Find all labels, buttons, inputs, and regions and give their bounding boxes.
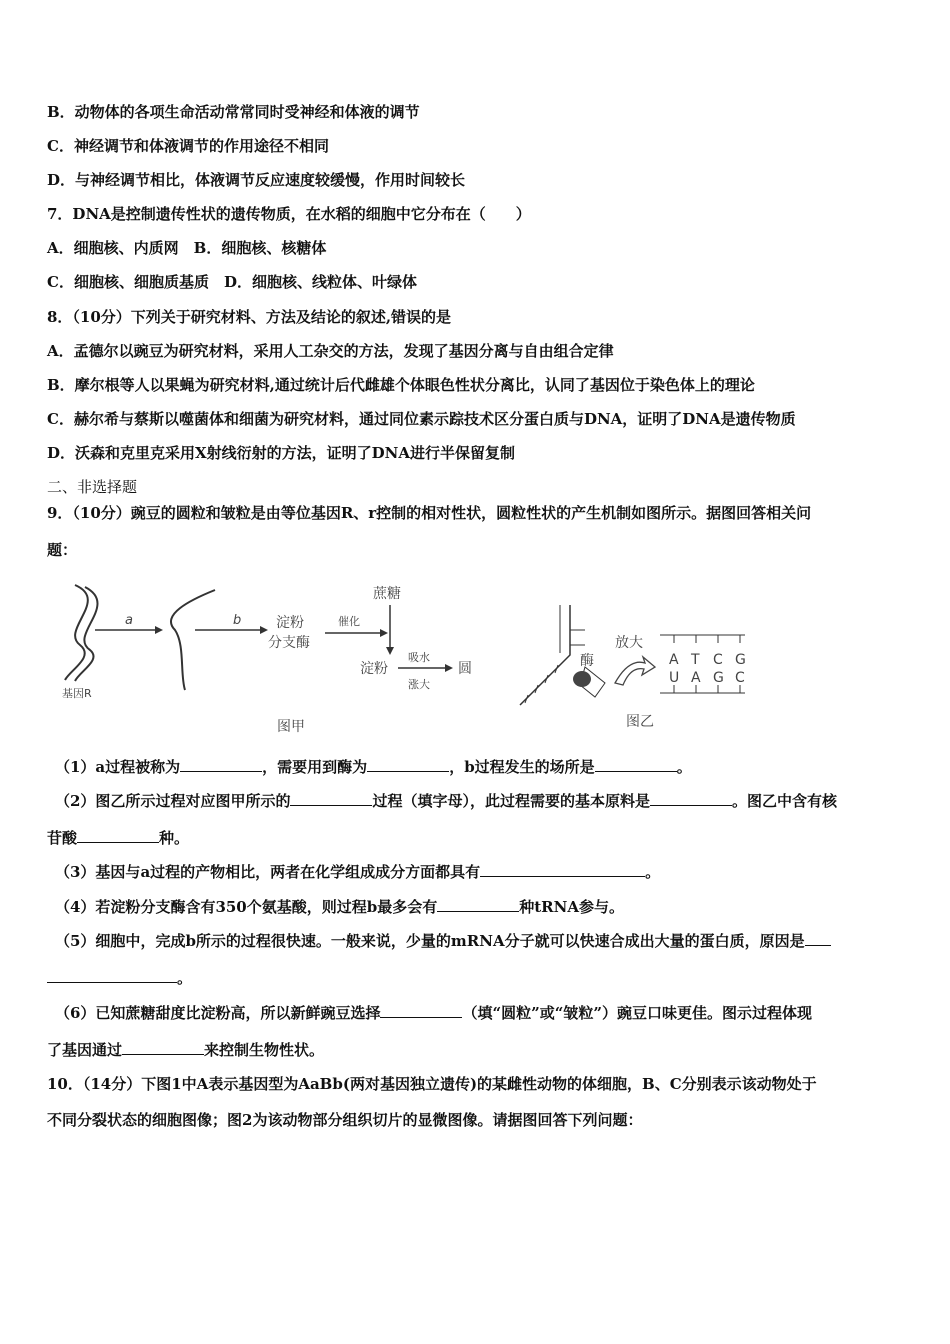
section-heading: 二、非选择题 [47,478,138,496]
arrow-b-label: b [233,613,242,628]
q9-part2-text-c: 。图乙中含有核 [731,792,837,810]
answer-blank[interactable] [650,791,732,806]
dna-base-1: A [669,652,679,668]
q9-part6-text-c: 了基因通过 [47,1041,123,1059]
q9-part3 [55,862,660,882]
q9-part1 [55,757,692,777]
answer-blank[interactable] [480,862,645,877]
q7-options-ab: A．细胞核、内质网 B．细胞核、核糖体 [47,239,327,257]
starch-label: 淀粉 [360,661,388,677]
answer-blank[interactable] [380,1003,462,1018]
q7-stem: 7．DNA是控制遗传性状的遗传物质，在水稻的细胞中它分布在（ ） [47,205,531,223]
dna-base-4: G [735,652,746,668]
q9-part1-text-b: ，需要用到酶为 [262,758,368,776]
q9-part6-cont [47,1040,324,1060]
q9-part1-text-c: ，b过程发生的场所是 [449,758,595,776]
q9-part2 [55,791,837,811]
q9-part2-text-d: 苷酸 [47,829,78,847]
rna-base-3: G [713,670,724,686]
q8-option-a: A．孟德尔以豌豆为研究材料，采用人工杂交的方法，发现了基因分离与自由组合定律 [47,342,614,360]
rna-base-1: U [669,670,680,686]
magnify-label: 放大 [615,635,643,651]
q8-option-c: C．赫尔希与蔡斯以噬菌体和细菌为研究材料，通过同位素示踪技术区分蛋白质与DNA，证明了DNA是遗传物质 [47,410,796,428]
q8-option-b: B．摩尔根等人以果蝇为研究材料,通过统计后代雌雄个体眼色性状分离比，认同了基因位于染色体上的理论 [47,376,755,394]
catalyze-label: 催化 [338,615,360,628]
q9-part3-text-a: （3）基因与a过程的产物相比，两者在化学组成成分方面都具有 [55,863,481,881]
q10-stem-line1: 10．（14分）下图1中A表示基因型为AaBb(两对基因独立遗传)的某雌性动物的体细胞，B、C分别表示该动物处于 [47,1075,817,1093]
q6-option-b: B．动物体的各项生命活动常常同时受神经和体液的调节 [47,103,420,121]
q9-part6-text-a: （6）已知蔗糖甜度比淀粉高，所以新鲜豌豆选择 [55,1004,381,1022]
answer-blank[interactable] [805,931,831,946]
q9-part1-text-d: 。 [676,758,692,776]
q9-stem-line2: 题： [47,541,78,559]
q9-part4-text-b: 种tRNA参与。 [519,898,624,916]
enzyme-label: 酶 [580,653,594,669]
q9-part1-text-a: （1）a过程被称为 [55,758,181,776]
figure-jia [62,585,472,735]
enzyme-label-1: 淀粉 [276,615,304,631]
answer-blank[interactable] [180,757,262,772]
dna-base-3: C [713,652,723,668]
q9-part6-text-d: 来控制生物性状。 [204,1041,325,1059]
answer-blank[interactable] [77,828,159,843]
q8-stem: 8．（10分）下列关于研究材料、方法及结论的叙述,错误的是 [47,308,452,326]
q9-part5-cont [47,968,192,988]
q9-part4 [55,897,624,917]
enzyme-blob [573,671,591,687]
q9-part6-text-b: （填“圆粒”或“皱粒”）豌豆口味更佳。图示过程体现 [462,1004,812,1022]
q7-options-cd: C．细胞核、细胞质基质 D．细胞核、线粒体、叶绿体 [47,273,417,291]
q8-option-d: D．沃森和克里克采用X射线衍射的方法，证明了DNA进行半保留复制 [47,444,516,462]
answer-blank[interactable] [367,757,449,772]
q9-part2-cont [47,828,189,848]
swell-label: 涨大 [408,678,430,691]
answer-blank[interactable] [290,791,372,806]
arrow-a-label: a [125,613,133,628]
round-label: 圆 [458,661,472,677]
rna-base-2: A [691,670,701,686]
q9-figure [40,575,760,740]
q9-part5-text-a: （5）细胞中，完成b所示的过程很快速。一般来说，少量的mRNA分子就可以快速合成出大量的蛋白质，原因是 [55,932,805,950]
sucrose-label: 蔗糖 [373,586,401,602]
rna-base-4: C [735,670,745,686]
q9-part3-text-b: 。 [645,863,661,881]
q6-option-c: C．神经调节和体液调节的作用途径不相同 [47,137,329,155]
q9-part2-text-a: （2）图乙所示过程对应图甲所示的 [55,792,291,810]
answer-blank[interactable] [437,897,519,912]
dna-base-2: T [691,652,700,668]
absorb-label: 吸水 [408,651,430,664]
gene-r-label: 基因R [62,687,92,700]
q6-option-d: D．与神经调节相比，体液调节反应速度较缓慢，作用时间较长 [47,171,466,189]
figure-yi [520,605,746,730]
q9-part5-text-b: 。 [177,969,193,987]
magnify-arrow-icon [615,657,655,685]
q9-part2-text-e: 种。 [159,829,190,847]
q9-stem-line1: 9．（10分）豌豆的圆粒和皱粒是由等位基因R、r控制的相对性状，圆粒性状的产生机制如图所示。据图回答相关问 [47,504,812,522]
q9-part2-text-b: 过程（填字母），此过程需要的基本原料是 [372,792,650,810]
enzyme-label-2: 分支酶 [268,635,310,651]
answer-blank[interactable] [47,968,177,983]
q9-part5 [55,931,831,951]
caption-jia: 图甲 [277,719,305,735]
q9-part6 [55,1003,812,1023]
q10-stem-line2: 不同分裂状态的细胞图像；图2为该动物部分组织切片的显微图像。请据图回答下列问题： [47,1111,643,1129]
answer-blank[interactable] [122,1040,204,1055]
q9-part4-text-a: （4）若淀粉分支酶含有350个氨基酸，则过程b最多会有 [55,898,438,916]
answer-blank[interactable] [595,757,677,772]
caption-yi: 图乙 [626,714,654,730]
